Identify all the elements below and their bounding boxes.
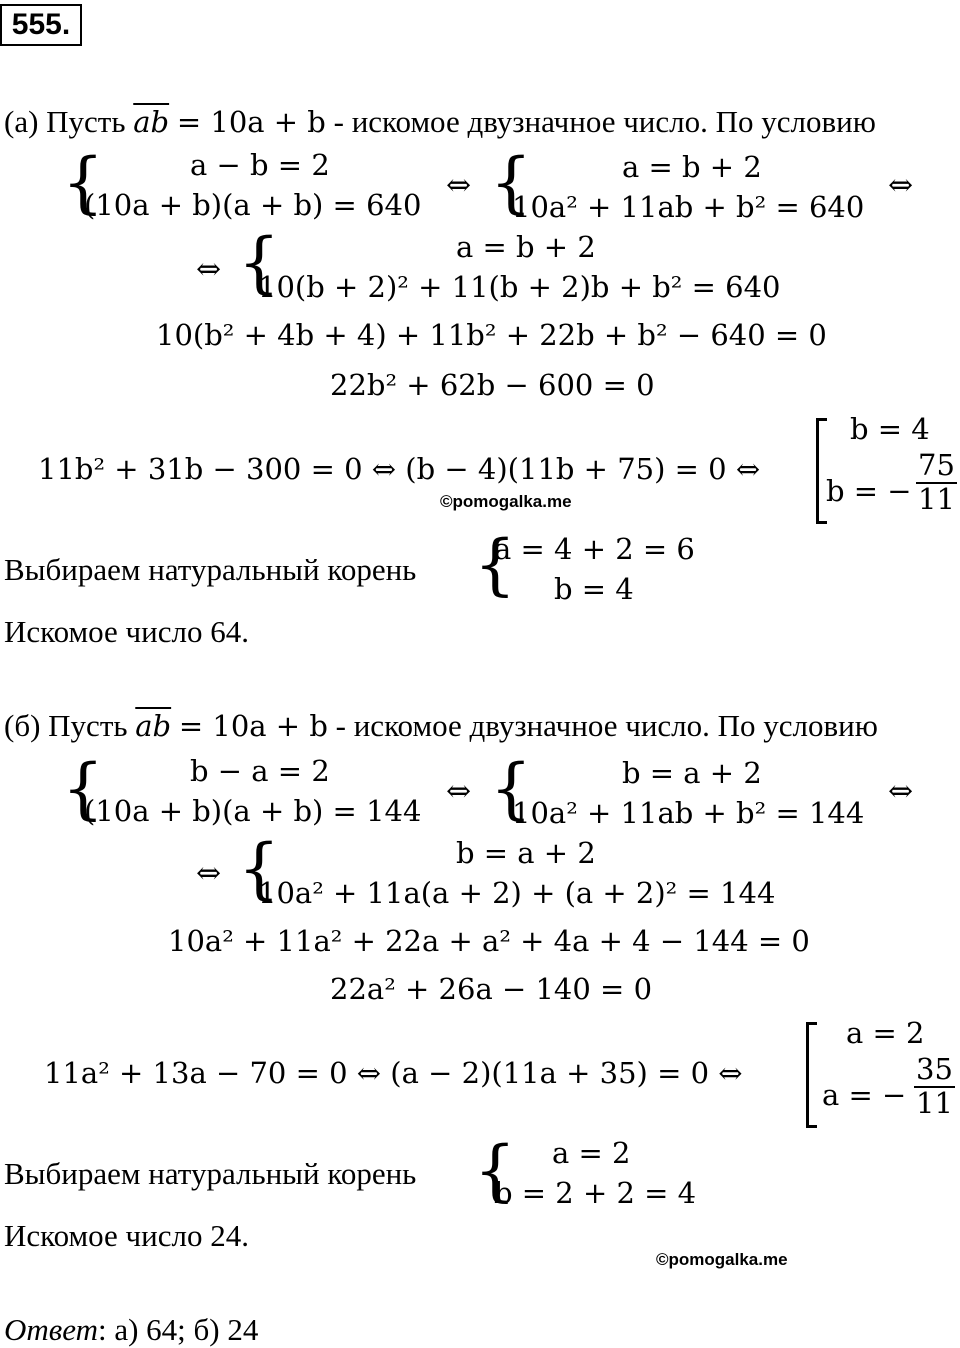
part-b-choose-root: Выбираем натуральный корень (4, 1156, 417, 1191)
part-b-root2-denominator: 11 (916, 1085, 953, 1120)
part-b-system1-line2: (10a + b)(a + b) = 144 (84, 794, 422, 828)
equivalence-icon: ⇔ (196, 252, 222, 287)
square-bracket-icon (816, 418, 827, 524)
watermark: ©pomogalka.me (656, 1250, 788, 1269)
final-answer (4, 1312, 258, 1348)
part-b-intro-start: (б) Пусть (4, 708, 128, 743)
part-a-root1: b = 4 (850, 412, 930, 446)
part-b-result-line1: a = 2 (552, 1136, 631, 1170)
part-b-root1: a = 2 (846, 1016, 925, 1050)
part-a-number-overline: $\overline{ab}$ (133, 105, 170, 139)
part-a-system1-line2: (10a + b)(a + b) = 640 (84, 188, 422, 222)
brace-icon: { (62, 144, 104, 221)
part-a-root2-denominator: 11 (918, 481, 955, 516)
equivalence-icon: ⇔ (446, 168, 472, 203)
part-b-system3-line2: 10a² + 11a(a + 2) + (a + 2)² = 144 (258, 876, 776, 910)
part-b-equation1: 10a² + 11a² + 22a + a² + 4a + 4 − 144 = 0 (168, 924, 810, 958)
part-a-system2-line2: 10a² + 11ab + b² = 640 (512, 190, 865, 224)
part-a-equation3: 11b² + 31b − 300 = 0 ⇔ (b − 4)(11b + 75) = 0 ⇔ (38, 452, 761, 486)
part-a-equation2: 22b² + 62b − 600 = 0 (330, 368, 655, 402)
watermark: ©pomogalka.me (440, 492, 572, 511)
brace-icon: { (474, 526, 516, 603)
part-b-equation3: 11a² + 13a − 70 = 0 ⇔ (a − 2)(11a + 35) = 0 ⇔ (44, 1056, 743, 1090)
part-a-root2-fraction (916, 450, 957, 516)
part-a-system3-line1: a = b + 2 (456, 230, 596, 264)
part-b-root2-lhs: a = − (822, 1078, 907, 1112)
part-a-intro-start: (а) Пусть (4, 104, 126, 139)
part-a-answer: Искомое число 64. (4, 614, 249, 649)
part-a-root2-numerator: 75 (918, 448, 955, 482)
part-a-system2-line1: a = b + 2 (622, 150, 762, 184)
part-a-choose-root: Выбираем натуральный корень (4, 552, 417, 587)
brace-icon: { (490, 750, 532, 827)
equivalence-icon: ⇔ (196, 856, 222, 891)
final-answer-label: Ответ (4, 1312, 98, 1347)
brace-icon: { (238, 830, 280, 907)
brace-icon: { (62, 750, 104, 827)
part-b-equation2: 22a² + 26a − 140 = 0 (330, 972, 653, 1006)
part-a-equation1: 10(b² + 4b + 4) + 11b² + 22b + b² − 640 = 0 (156, 318, 827, 352)
part-a-intro (4, 104, 876, 140)
part-a-intro-end: - искомое двузначное число. По условию (333, 104, 876, 139)
part-a-system1-line1: a − b = 2 (190, 148, 330, 182)
part-b-root2 (822, 1078, 906, 1112)
part-a-system3-line2: 10(b + 2)² + 11(b + 2)b + b² = 640 (258, 270, 781, 304)
equivalence-icon: ⇔ (888, 774, 914, 809)
part-b-intro-end: - искомое двузначное число. По условию (335, 708, 878, 743)
square-bracket-icon (806, 1022, 817, 1128)
equivalence-icon: ⇔ (888, 168, 914, 203)
part-a-root2 (826, 474, 912, 508)
part-b-result-line2: b = 2 + 2 = 4 (494, 1176, 697, 1210)
part-a-result-line1: a = 4 + 2 = 6 (494, 532, 695, 566)
part-a-number-definition: = 10a + b (176, 105, 326, 139)
final-answer-text: : а) 64; б) 24 (97, 1312, 259, 1347)
part-b-intro (4, 708, 878, 744)
part-a-result-line2: b = 4 (554, 572, 634, 606)
part-a-root2-lhs: b = − (826, 474, 912, 508)
part-b-system2-line2: 10a² + 11ab + b² = 144 (512, 796, 865, 830)
part-b-number-definition: = 10a + b (178, 709, 328, 743)
part-b-system2-line1: b = a + 2 (622, 756, 762, 790)
part-b-system1-line1: b − a = 2 (190, 754, 330, 788)
brace-icon: { (474, 1132, 516, 1209)
part-b-root2-numerator: 35 (916, 1052, 953, 1086)
brace-icon: { (238, 224, 280, 301)
equivalence-icon: ⇔ (446, 774, 472, 809)
part-b-system3-line1: b = a + 2 (456, 836, 596, 870)
part-b-number-overline: $\overline{ab}$ (135, 709, 172, 743)
problem-number: 555. (0, 4, 82, 46)
part-b-answer: Искомое число 24. (4, 1218, 249, 1253)
brace-icon: { (490, 144, 532, 221)
part-b-root2-fraction (914, 1054, 955, 1120)
